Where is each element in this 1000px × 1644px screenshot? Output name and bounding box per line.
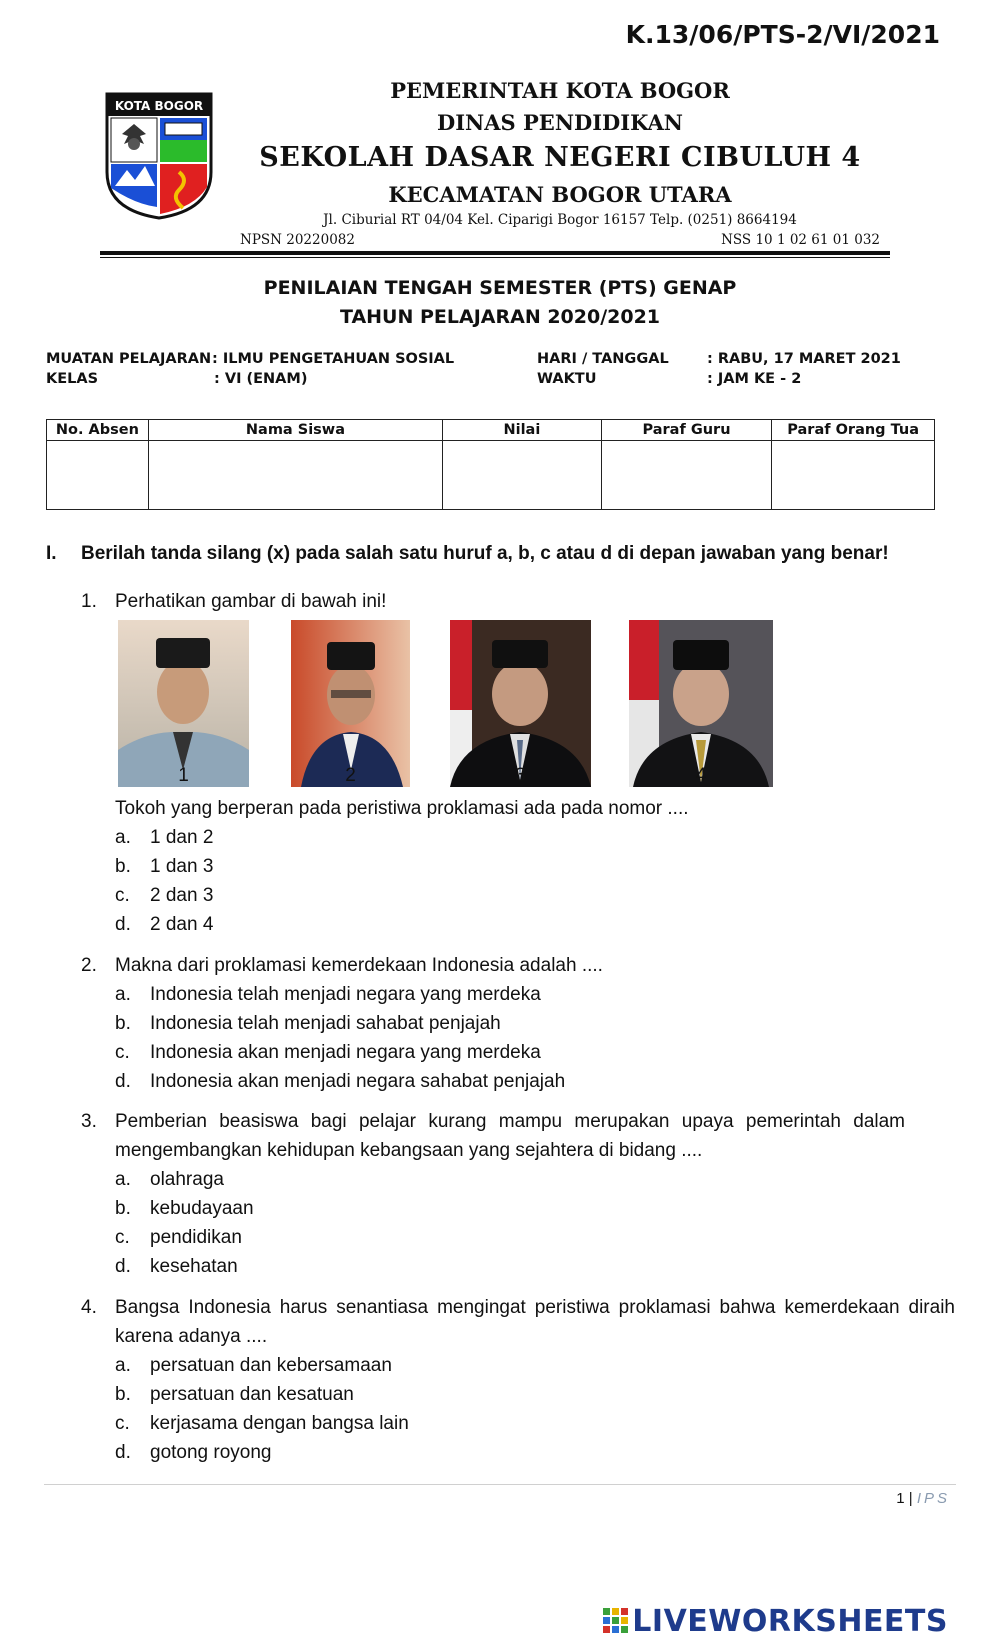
photo-3-label: 3 bbox=[515, 765, 526, 786]
q1-option-a-letter[interactable]: a. bbox=[115, 827, 131, 848]
q2-option-a-text[interactable]: Indonesia telah menjadi negara yang merdeka bbox=[150, 984, 541, 1005]
q2-option-d-letter[interactable]: d. bbox=[115, 1071, 131, 1092]
exam-year: TAHUN PELAJARAN 2020/2021 bbox=[339, 306, 661, 328]
time-label: WAKTU bbox=[537, 371, 597, 387]
logo-label: KOTA BOGOR bbox=[114, 99, 204, 113]
liveworksheets-brand[interactable] bbox=[603, 1605, 948, 1637]
q3-option-b-text[interactable]: kebudayaan bbox=[150, 1198, 254, 1219]
liveworksheets-logo-icon bbox=[603, 1608, 629, 1634]
q1-option-d-text[interactable]: 2 dan 4 bbox=[150, 914, 214, 935]
header-paraf-guru: Paraf Guru bbox=[601, 420, 772, 441]
letterhead-government: PEMERINTAH KOTA BOGOR bbox=[390, 78, 730, 103]
q2-option-b-text[interactable]: Indonesia telah menjadi sahabat penjajah bbox=[150, 1013, 501, 1034]
date-label: HARI / TANGGAL bbox=[537, 351, 669, 367]
q1-option-c-letter[interactable]: c. bbox=[115, 885, 130, 906]
q4-option-d-letter[interactable]: d. bbox=[115, 1442, 131, 1463]
q4-option-d-text[interactable]: gotong royong bbox=[150, 1442, 272, 1463]
q1-option-b-letter[interactable]: b. bbox=[115, 856, 131, 877]
letterhead-rule-thick bbox=[100, 251, 890, 255]
subject-label: MUATAN PELAJARAN bbox=[46, 351, 212, 367]
q3-option-c-text[interactable]: pendidikan bbox=[150, 1227, 242, 1248]
page-number bbox=[896, 1490, 950, 1507]
q3-option-a-text[interactable]: olahraga bbox=[150, 1169, 224, 1190]
letterhead-nss: NSS 10 1 02 61 01 032 bbox=[721, 232, 880, 248]
footer-rule bbox=[44, 1484, 956, 1485]
q2-option-d-text[interactable]: Indonesia akan menjadi negara sahabat penjajah bbox=[150, 1071, 566, 1092]
q4-option-c-letter[interactable]: c. bbox=[115, 1413, 130, 1434]
header-no-absen: No. Absen bbox=[47, 420, 149, 441]
exam-title: PENILAIAN TENGAH SEMESTER (PTS) GENAP bbox=[263, 277, 737, 299]
time-value: : JAM KE - 2 bbox=[707, 371, 802, 387]
cell-paraf-guru[interactable] bbox=[601, 441, 772, 510]
q3-option-a-letter[interactable]: a. bbox=[115, 1169, 131, 1190]
page-number-value: 1 | bbox=[896, 1490, 913, 1507]
letterhead-npsn: NPSN 20220082 bbox=[240, 232, 355, 248]
q4-option-c-text[interactable]: kerjasama dengan bangsa lain bbox=[150, 1413, 409, 1434]
q4-option-a-text[interactable]: persatuan dan kebersamaan bbox=[150, 1355, 392, 1376]
letterhead-address: Jl. Ciburial RT 04/04 Kel. Ciparigi Bogor 16157 Telp. (0251) 8664194 bbox=[323, 212, 797, 228]
q3-option-c-letter[interactable]: c. bbox=[115, 1227, 130, 1248]
cell-no-absen[interactable] bbox=[47, 441, 149, 510]
photo-1-label: 1 bbox=[178, 765, 189, 786]
document-code: K.13/06/PTS-2/VI/2021 bbox=[625, 20, 940, 49]
letterhead-school: SEKOLAH DASAR NEGERI CIBULUH 4 bbox=[259, 142, 861, 173]
q1-option-b-text[interactable]: 1 dan 3 bbox=[150, 856, 214, 877]
question-2-text: Makna dari proklamasi kemerdekaan Indonesia adalah .... bbox=[115, 955, 603, 976]
q2-option-a-letter[interactable]: a. bbox=[115, 984, 131, 1005]
class-label: KELAS bbox=[46, 371, 99, 387]
class-value: : VI (ENAM) bbox=[214, 371, 308, 387]
q3-option-d-letter[interactable]: d. bbox=[115, 1256, 131, 1277]
q3-option-b-letter[interactable]: b. bbox=[115, 1198, 131, 1219]
q2-option-c-text[interactable]: Indonesia akan menjadi negara yang merdeka bbox=[150, 1042, 541, 1063]
q3-option-d-text[interactable]: kesehatan bbox=[150, 1256, 238, 1277]
question-4-text: Bangsa Indonesia harus senantiasa mengingat peristiwa proklamasi bahwa kemerdekaan diraih karena adanya .... bbox=[115, 1297, 955, 1347]
subject-value: : ILMU PENGETAHUAN SOSIAL bbox=[212, 351, 455, 367]
letterhead-rule-thin bbox=[100, 257, 890, 258]
header-paraf-orang-tua: Paraf Orang Tua bbox=[772, 420, 935, 441]
photo-2 bbox=[291, 620, 410, 787]
header-nama-siswa: Nama Siswa bbox=[148, 420, 442, 441]
cell-nama-siswa[interactable] bbox=[148, 441, 442, 510]
cell-paraf-orang-tua[interactable] bbox=[772, 441, 935, 510]
question-3-number: 3. bbox=[81, 1111, 97, 1132]
q4-option-b-letter[interactable]: b. bbox=[115, 1384, 131, 1405]
photo-1 bbox=[118, 620, 249, 787]
letterhead-district: KECAMATAN BOGOR UTARA bbox=[388, 182, 732, 207]
cell-nilai[interactable] bbox=[443, 441, 602, 510]
date-value: : RABU, 17 MARET 2021 bbox=[707, 351, 901, 367]
q4-option-a-letter[interactable]: a. bbox=[115, 1355, 131, 1376]
q1-option-a-text[interactable]: 1 dan 2 bbox=[150, 827, 214, 848]
q1-option-c-text[interactable]: 2 dan 3 bbox=[150, 885, 214, 906]
photo-3 bbox=[450, 620, 591, 787]
page-subject: IPS bbox=[916, 1490, 950, 1507]
q2-option-b-letter[interactable]: b. bbox=[115, 1013, 131, 1034]
photo-4 bbox=[629, 620, 773, 787]
score-table bbox=[46, 419, 935, 510]
letterhead-department: DINAS PENDIDIKAN bbox=[437, 110, 683, 135]
q2-option-c-letter[interactable]: c. bbox=[115, 1042, 130, 1063]
question-1-number: 1. bbox=[81, 591, 97, 612]
q4-option-b-text[interactable]: persatuan dan kesatuan bbox=[150, 1384, 354, 1405]
kota-bogor-logo bbox=[105, 92, 213, 220]
q1-option-d-letter[interactable]: d. bbox=[115, 914, 131, 935]
liveworksheets-wordmark: LIVEWORKSHEETS bbox=[632, 1603, 948, 1639]
question-4-number: 4. bbox=[81, 1297, 97, 1318]
question-2-number: 2. bbox=[81, 955, 97, 976]
question-3-text: Pemberian beasiswa bagi pelajar kurang mampu merupakan upaya pemerintah dalam mengembangkan kehidupan kebangsaan yang sejahtera di bidang .... bbox=[115, 1111, 905, 1161]
photo-2-label: 2 bbox=[345, 765, 356, 786]
section-instruction: Berilah tanda silang (x) pada salah satu huruf a, b, c atau d di depan jawaban yang benar! bbox=[81, 543, 889, 564]
question-1-intro: Perhatikan gambar di bawah ini! bbox=[115, 591, 387, 612]
section-number: I. bbox=[46, 543, 57, 564]
photo-4-label: 4 bbox=[695, 765, 707, 786]
header-nilai: Nilai bbox=[443, 420, 602, 441]
question-1-text: Tokoh yang berperan pada peristiwa proklamasi ada pada nomor .... bbox=[115, 798, 689, 819]
